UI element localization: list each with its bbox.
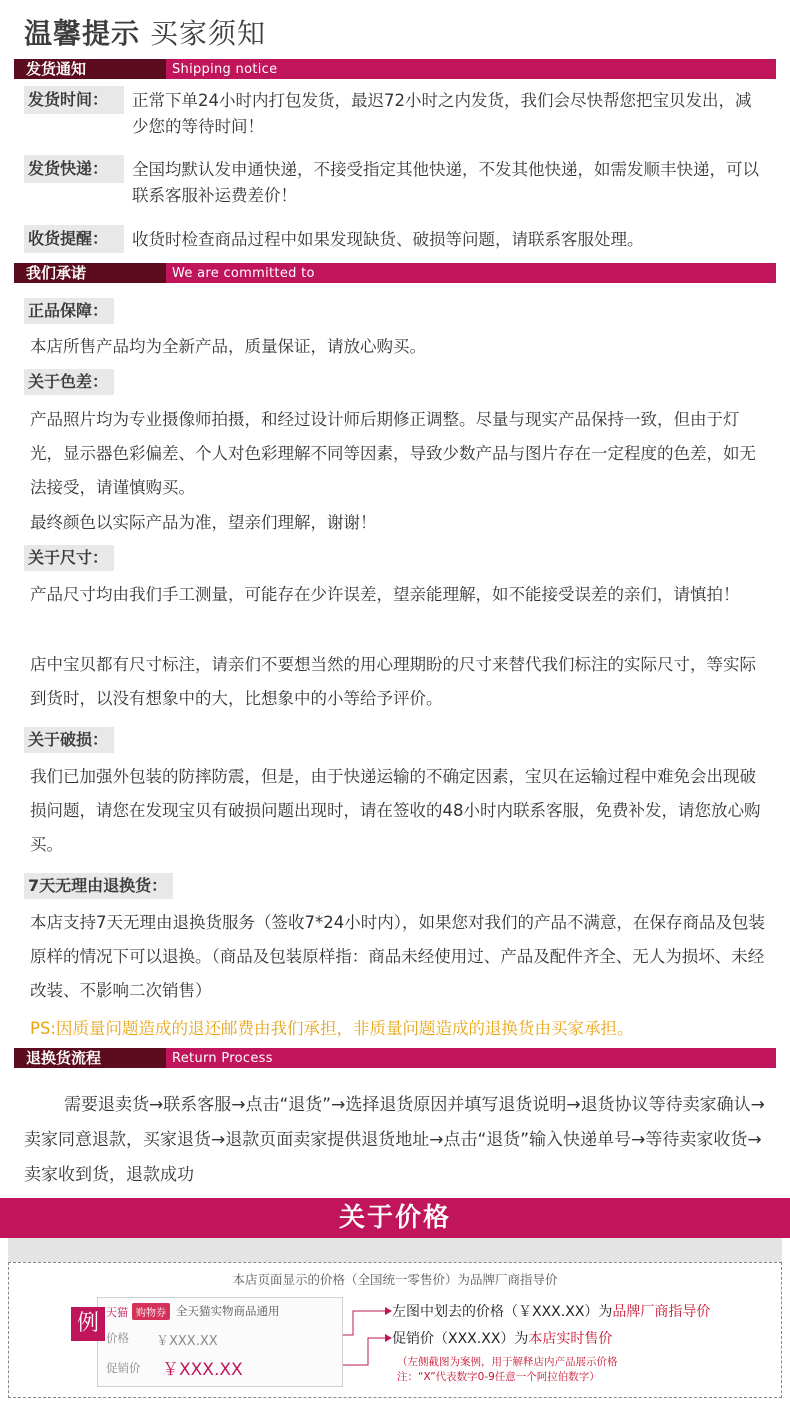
- shipping-time-label: 发货时间：: [24, 86, 124, 114]
- shipping-courier-row: [24, 155, 766, 209]
- size-label: 关于尺寸：: [24, 545, 114, 571]
- page-title: [24, 12, 266, 52]
- page-title-light: 买家须知: [150, 17, 267, 50]
- price-connector-arrow: [385, 1307, 392, 1315]
- promo-connector-arrow: [385, 1334, 392, 1342]
- returns-label: 7天无理由退换货：: [24, 873, 173, 899]
- receipt-reminder-text: 收货时检查商品过程中如果发现缺货、破损等问题，请联系客服处理。: [132, 230, 644, 249]
- color-diff-label: 关于色差：: [24, 369, 114, 395]
- coupon-badge: 购物券: [132, 1303, 170, 1320]
- price-example-card: [97, 1297, 343, 1387]
- promo-price-label: 促销价: [106, 1361, 141, 1375]
- receipt-reminder-row: [24, 225, 766, 255]
- list-price-value: ￥XXX.XX: [156, 1334, 218, 1349]
- shipping-section-header: [14, 59, 776, 79]
- return-process-section-header: [14, 1048, 776, 1068]
- price-section-spacer: [8, 1238, 782, 1262]
- example-badge: 例: [71, 1307, 105, 1341]
- price-intro: 本店页面显示的价格（全国统一零售价）为品牌厂商指导价: [232, 1272, 558, 1287]
- promo-price-note-highlight: 本店实时售价: [528, 1331, 613, 1347]
- returns-ps-note: PS:因质量问题造成的退还邮费由我们承担，非质量问题造成的退换货由买家承担。: [30, 1019, 634, 1038]
- color-diff-text: 产品照片均为专业摄像师拍摄，和经过设计师后期修正调整。尽量与现实产品保持一致，但由于灯光，显示器色彩偏差、个人对色彩理解不同等因素，导致少数产品与图片存在一定程度的色差，如无法接受，请谨慎购买。: [30, 410, 756, 497]
- commitment-section-subtitle: We are committed to: [172, 266, 315, 281]
- shipping-section-title: 发货通知: [14, 59, 166, 79]
- promo-price-note-text: 促销价（XXX.XX）为: [392, 1331, 529, 1347]
- shipping-time-text: 正常下单24小时内打包发货，最迟72小时之内发货，我们会尽快帮您把宝贝发出，减少您的等待时间！: [132, 91, 752, 136]
- price-label: 价格: [106, 1331, 129, 1345]
- size-text: 产品尺寸均由我们手工测量，可能存在少许误差，望亲能理解，如不能接受误差的亲们，请慎拍！: [30, 585, 740, 604]
- size-note: 店中宝贝都有尺寸标注，请亲们不要想当然的用心理期盼的尺寸来替代我们标注的实际尺寸，等实际到货时，以没有想象中的大，比想象中的小等给予评价。: [30, 655, 756, 708]
- list-price-note: [392, 1301, 710, 1321]
- promo-price-note: [392, 1328, 612, 1348]
- receipt-reminder-label: 收货提醒：: [24, 225, 124, 253]
- commitment-section-title: 我们承诺: [14, 263, 166, 283]
- shipping-courier-text: 全国均默认发申通快递，不接受指定其他快递，不发其他快递，如需发顺丰快递，可以联系客服补运费差价！: [132, 160, 759, 205]
- shipping-courier-label: 发货快递：: [24, 155, 124, 183]
- price-footnote-line1: （左侧截图为案例，用于解释店内产品展示价格: [397, 1356, 618, 1368]
- tmall-logo: 天猫: [106, 1306, 128, 1319]
- damage-label: 关于破损：: [24, 727, 114, 753]
- genuine-text: 本店所售产品均为全新产品，质量保证，请放心购买。: [30, 337, 426, 356]
- price-section-header: 关于价格: [0, 1198, 790, 1238]
- returns-text: 本店支持7天无理由退换货服务（签收7*24小时内），如果您对我们的产品不满意，在保存商品及包装原样的情况下可以退换。（商品及包装原样指：商品未经使用过、产品及配件齐全、无人为损坏、未经改装、不影响二次销售）: [30, 913, 765, 1000]
- price-footnote-line2: 注：“X”代表数字0-9任意一个阿拉伯数字）: [397, 1371, 600, 1383]
- return-process-section-title: 退换货流程: [14, 1048, 166, 1068]
- list-price-note-highlight: 品牌厂商指导价: [612, 1304, 711, 1320]
- list-price-note-text: 左图中划去的价格（￥XXX.XX）为: [392, 1304, 613, 1320]
- genuine-label: 正品保障：: [24, 298, 114, 324]
- damage-text: 我们已加强外包装的防摔防震，但是，由于快递运输的不确定因素，宝贝在运输过程中难免会出现破损问题，请您在发现宝贝有破损问题出现时，请在签收的48小时内联系客服，免费补发，请您放心购买。: [30, 767, 761, 854]
- shipping-section-subtitle: Shipping notice: [172, 62, 278, 77]
- price-footnote: [397, 1355, 618, 1385]
- color-diff-note: 最终颜色以实际产品为准，望亲们理解，谢谢！: [30, 513, 377, 532]
- commitment-section-header: [14, 263, 776, 283]
- shipping-time-row: [24, 86, 766, 140]
- price-example-box: [8, 1262, 782, 1398]
- page-title-bold: 温馨提示: [24, 17, 141, 50]
- return-process-text: 需要退卖货→联系客服→点击“退货”→选择退货原因并填写退货说明→退货协议等待卖家确认→卖家同意退款，买家退货→退款页面卖家提供退货地址→点击“退货”输入快递单号→等待卖家收货→卖家收到货，退款成功: [24, 1095, 765, 1185]
- coupon-note: 全天猫实物商品通用: [176, 1304, 280, 1318]
- promo-price-value: ￥XXX.XX: [162, 1360, 243, 1380]
- return-process-section-subtitle: Return Process: [172, 1051, 273, 1066]
